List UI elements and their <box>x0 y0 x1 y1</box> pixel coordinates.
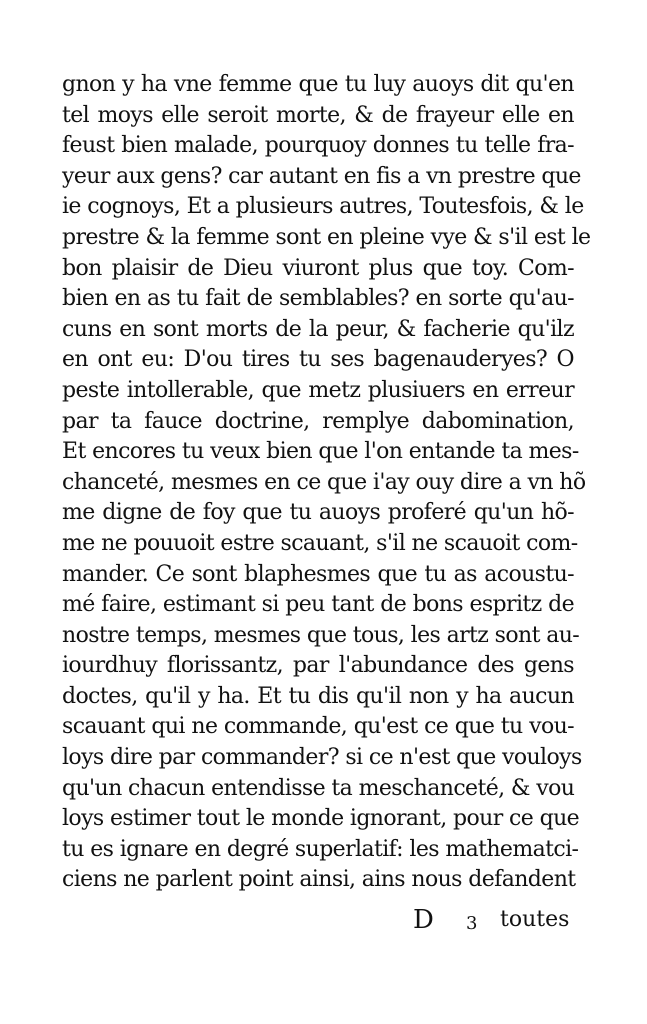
text-line: Et encores tu veux bien que l'on entande ta mes- <box>62 439 579 465</box>
page-footer <box>0 903 647 937</box>
text-line: feust bien malade, pourquoy donnes tu telle fra- <box>62 133 574 159</box>
text-line: peste intollerable, que metz plusiuers en erreur <box>62 377 574 403</box>
text-line: tu es ignare en degré superlatif: les mathematci- <box>62 836 579 862</box>
text-line: tel moys elle seroit morte, & de frayeur elle en <box>62 102 574 128</box>
text-line: bien en as tu fait de semblables? en sorte qu'au- <box>62 286 574 312</box>
text-line: bon plaisir de Dieu viuront plus que toy. Com- <box>62 255 574 281</box>
text-line: qu'un chacun entendisse ta meschanceté, & vou <box>62 775 575 801</box>
catchword: toutes <box>500 907 570 932</box>
text-line: nostre temps, mesmes que tous, les artz sont au- <box>62 622 580 648</box>
text-line: prestre & la femme sont en pleine vye & s'il est le <box>62 224 591 250</box>
text-line: cuns en sont morts de la peur, & facherie qu'ilz <box>62 316 574 342</box>
body-text <box>62 70 591 896</box>
text-line: gnon y ha vne femme que tu luy auoys dit qu'en <box>62 72 574 97</box>
text-line: mander. Ce sont blaphesmes que tu as acoustu- <box>62 561 574 587</box>
signature-number: 3 <box>466 913 478 934</box>
signature-mark: D <box>413 905 434 935</box>
text-line: en ont eu: D'ou tires tu ses bagenauderyes? O <box>62 347 574 373</box>
text-line: mé faire, estimant si peu tant de bons espritz de <box>62 592 574 618</box>
text-line: ie cognoys, Et a plusieurs autres, Toutesfois, & le <box>62 194 584 220</box>
text-line: yeur aux gens? car autant en fis a vn prestre que <box>62 163 581 189</box>
text-line: iourdhuy florissantz, par l'abundance des gens <box>62 653 574 679</box>
text-line: ciens ne parlent point ainsi, ains nous defandent <box>62 867 576 893</box>
text-line: doctes, qu'il y ha. Et tu dis qu'il non y ha aucun <box>62 683 574 709</box>
text-line: chanceté, mesmes en ce que i'ay ouy dire a vn hõ <box>62 469 586 495</box>
text-line: me ne pouuoit estre scauant, s'il ne scauoit com- <box>62 530 578 556</box>
text-line: scauant qui ne commande, qu'est ce que tu vou- <box>62 714 574 740</box>
text-line: me digne de foy que tu auoys proferé qu'un hõ- <box>62 500 574 526</box>
text-line: loys dire par commander? si ce n'est que vouloys <box>62 745 582 771</box>
text-line: par ta fauce doctrine, remplye dabomination, <box>62 408 574 434</box>
text-line: loys estimer tout le monde ignorant, pour ce que <box>62 806 580 832</box>
